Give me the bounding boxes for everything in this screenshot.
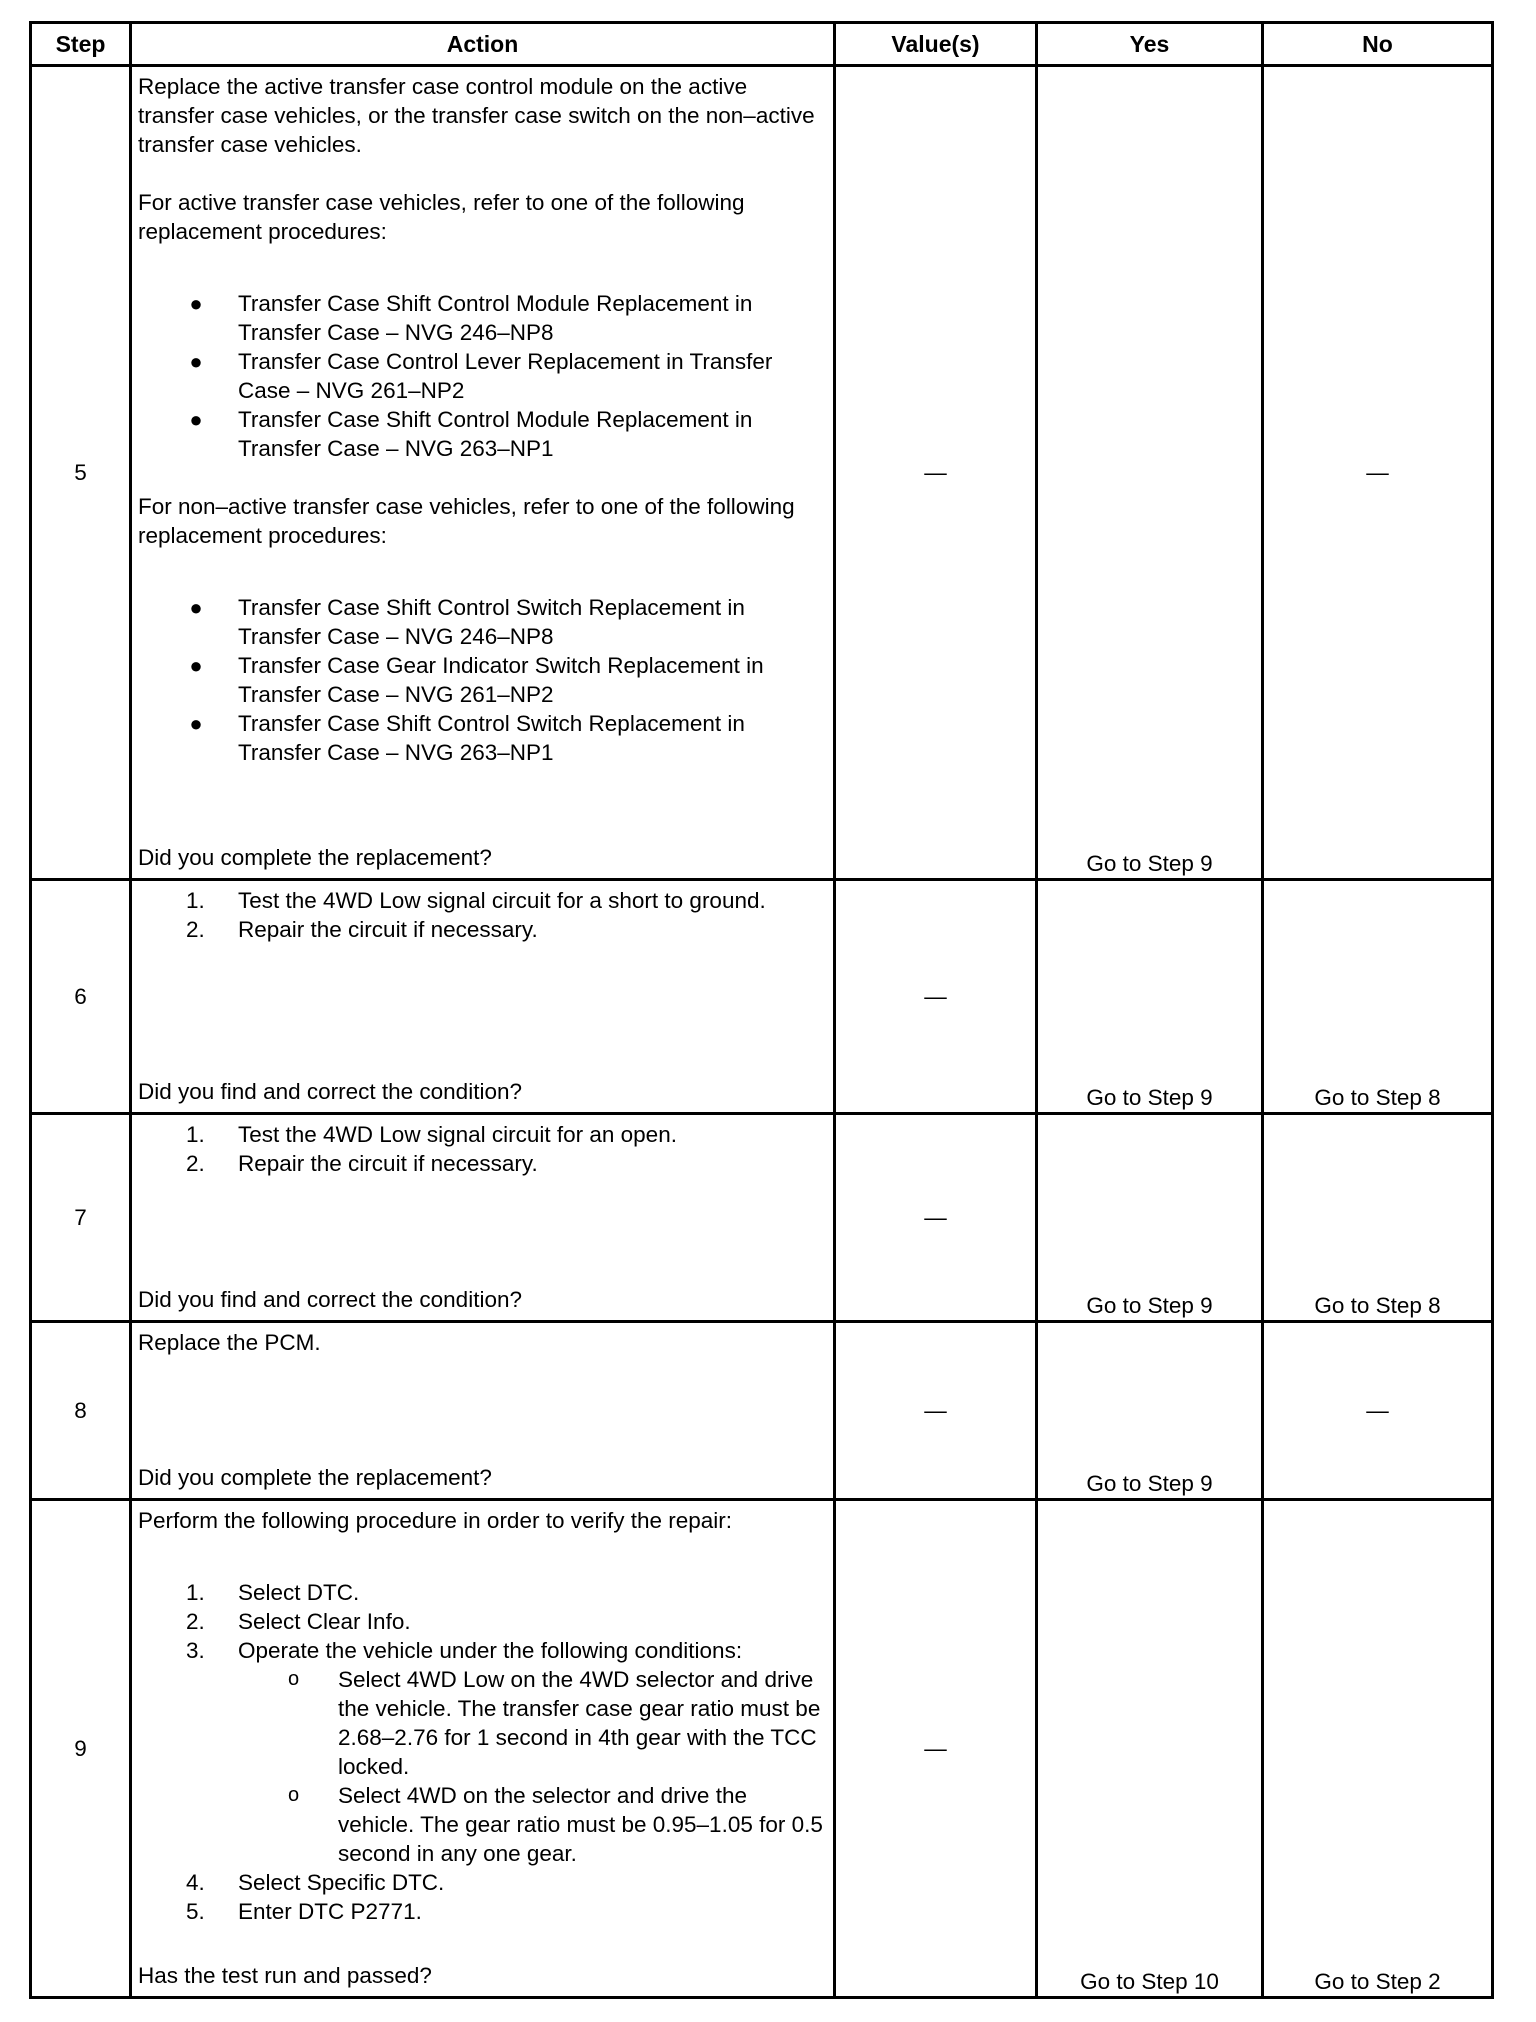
bullet-icon: ● <box>189 711 203 736</box>
list-item: 2. Repair the circuit if necessary. <box>186 917 538 942</box>
yes-cell: Go to Step 9 <box>1037 1114 1263 1322</box>
step-number: 9 <box>31 1500 131 1998</box>
active-intro: For active transfer case vehicles, refer to one of the following replacement procedures: <box>138 190 745 244</box>
action-question: Did you find and correct the condition? <box>138 1287 522 1312</box>
action-intro: Perform the following procedure in order to verify the repair: <box>138 1508 733 1533</box>
header-yes: Yes <box>1037 23 1263 66</box>
action-intro: Replace the PCM. <box>138 1330 321 1355</box>
table-row-step-9 <box>31 1500 1493 1998</box>
bullet-icon: ● <box>189 349 203 374</box>
no-cell: — <box>1263 1322 1493 1500</box>
circle-bullet-icon: o <box>288 1784 300 1806</box>
numbered-list <box>138 886 827 944</box>
bullet-icon: ● <box>189 291 203 316</box>
yes-cell: Go to Step 9 <box>1037 66 1263 880</box>
table-row-step-8 <box>31 1322 1493 1500</box>
header-no: No <box>1263 23 1493 66</box>
table-row-step-5 <box>31 66 1493 880</box>
list-item: ● Transfer Case Shift Control Module Replacement in Transfer Case – NVG 263–NP1 <box>189 407 753 461</box>
action-cell <box>131 66 835 880</box>
action-intro: Replace the active transfer case control module on the active transfer case vehicles, or the transfer case switch on the non–active transfer case vehicles. <box>138 74 815 157</box>
no-cell: Go to Step 8 <box>1263 880 1493 1114</box>
header-step: Step <box>31 23 131 66</box>
action-cell <box>131 880 835 1114</box>
bullet-icon: ● <box>189 653 203 678</box>
list-item: o Select 4WD Low on the 4WD selector and drive the vehicle. The transfer case gear ratio must be 2.68–2.76 for 1 second in 4th gear with the TCC locked. <box>288 1667 821 1779</box>
list-item: 1. Test the 4WD Low signal circuit for a short to ground. <box>186 888 766 913</box>
step-number: 6 <box>31 880 131 1114</box>
circle-bullet-icon: o <box>288 1668 300 1690</box>
header-action: Action <box>131 23 835 66</box>
no-cell: Go to Step 8 <box>1263 1114 1493 1322</box>
action-cell <box>131 1500 835 1998</box>
list-item: 2. Repair the circuit if necessary. <box>186 1151 538 1176</box>
action-question: Did you complete the replacement? <box>138 845 492 870</box>
action-question: Has the test run and passed? <box>138 1963 432 1988</box>
list-item: 4. Select Specific DTC. <box>186 1870 445 1895</box>
list-item: ● Transfer Case Gear Indicator Switch Replacement in Transfer Case – NVG 261–NP2 <box>189 653 764 707</box>
yes-cell: Go to Step 9 <box>1037 880 1263 1114</box>
list-item: 3. Operate the vehicle under the following conditions: o Select 4WD Low on the 4WD selector and drive the vehicle. The transfer case gear ratio must be 2.68–2.76 for 1 second in 4th gear with the TCC locked. o Select 4WD on the selector and drive the vehicle. The gear ratio must be 0.95–1.05 for 0.5 second in any one gear. <box>138 1636 827 1868</box>
action-cell <box>131 1114 835 1322</box>
sub-list <box>138 1665 827 1868</box>
nonactive-procedure-list <box>138 593 827 767</box>
active-procedure-list <box>138 289 827 463</box>
header-values: Value(s) <box>835 23 1037 66</box>
list-item: ● Transfer Case Shift Control Module Replacement in Transfer Case – NVG 246–NP8 <box>189 291 753 345</box>
action-question: Did you find and correct the condition? <box>138 1079 522 1104</box>
list-item: o Select 4WD on the selector and drive the vehicle. The gear ratio must be 0.95–1.05 for 0.5 second in any one gear. <box>288 1783 823 1866</box>
bullet-icon: ● <box>189 407 203 432</box>
step-number: 5 <box>31 66 131 880</box>
numbered-list <box>138 1578 827 1926</box>
value-cell: — <box>835 880 1037 1114</box>
no-cell: Go to Step 2 <box>1263 1500 1493 1998</box>
list-item: ● Transfer Case Shift Control Switch Replacement in Transfer Case – NVG 263–NP1 <box>189 711 745 765</box>
value-cell: — <box>835 66 1037 880</box>
list-item: ● Transfer Case Control Lever Replacement in Transfer Case – NVG 261–NP2 <box>189 349 773 403</box>
step-number: 8 <box>31 1322 131 1500</box>
nonactive-intro: For non–active transfer case vehicles, refer to one of the following replacement procedures: <box>138 494 795 548</box>
bullet-icon: ● <box>189 595 203 620</box>
list-item: 1. Test the 4WD Low signal circuit for an open. <box>186 1122 677 1147</box>
yes-cell: Go to Step 10 <box>1037 1500 1263 1998</box>
diagnostic-table <box>29 21 1494 1999</box>
list-item: ● Transfer Case Shift Control Switch Replacement in Transfer Case – NVG 246–NP8 <box>189 595 745 649</box>
value-cell: — <box>835 1322 1037 1500</box>
action-question: Did you complete the replacement? <box>138 1465 492 1490</box>
no-cell: — <box>1263 66 1493 880</box>
action-cell <box>131 1322 835 1500</box>
value-cell: — <box>835 1500 1037 1998</box>
list-item: 2. Select Clear Info. <box>186 1609 411 1634</box>
step-number: 7 <box>31 1114 131 1322</box>
yes-cell: Go to Step 9 <box>1037 1322 1263 1500</box>
numbered-list <box>138 1120 827 1178</box>
header-row <box>31 23 1493 66</box>
table-row-step-7 <box>31 1114 1493 1322</box>
list-item: 1. Select DTC. <box>186 1580 360 1605</box>
table-row-step-6 <box>31 880 1493 1114</box>
value-cell: — <box>835 1114 1037 1322</box>
list-item: 5. Enter DTC P2771. <box>186 1899 422 1924</box>
